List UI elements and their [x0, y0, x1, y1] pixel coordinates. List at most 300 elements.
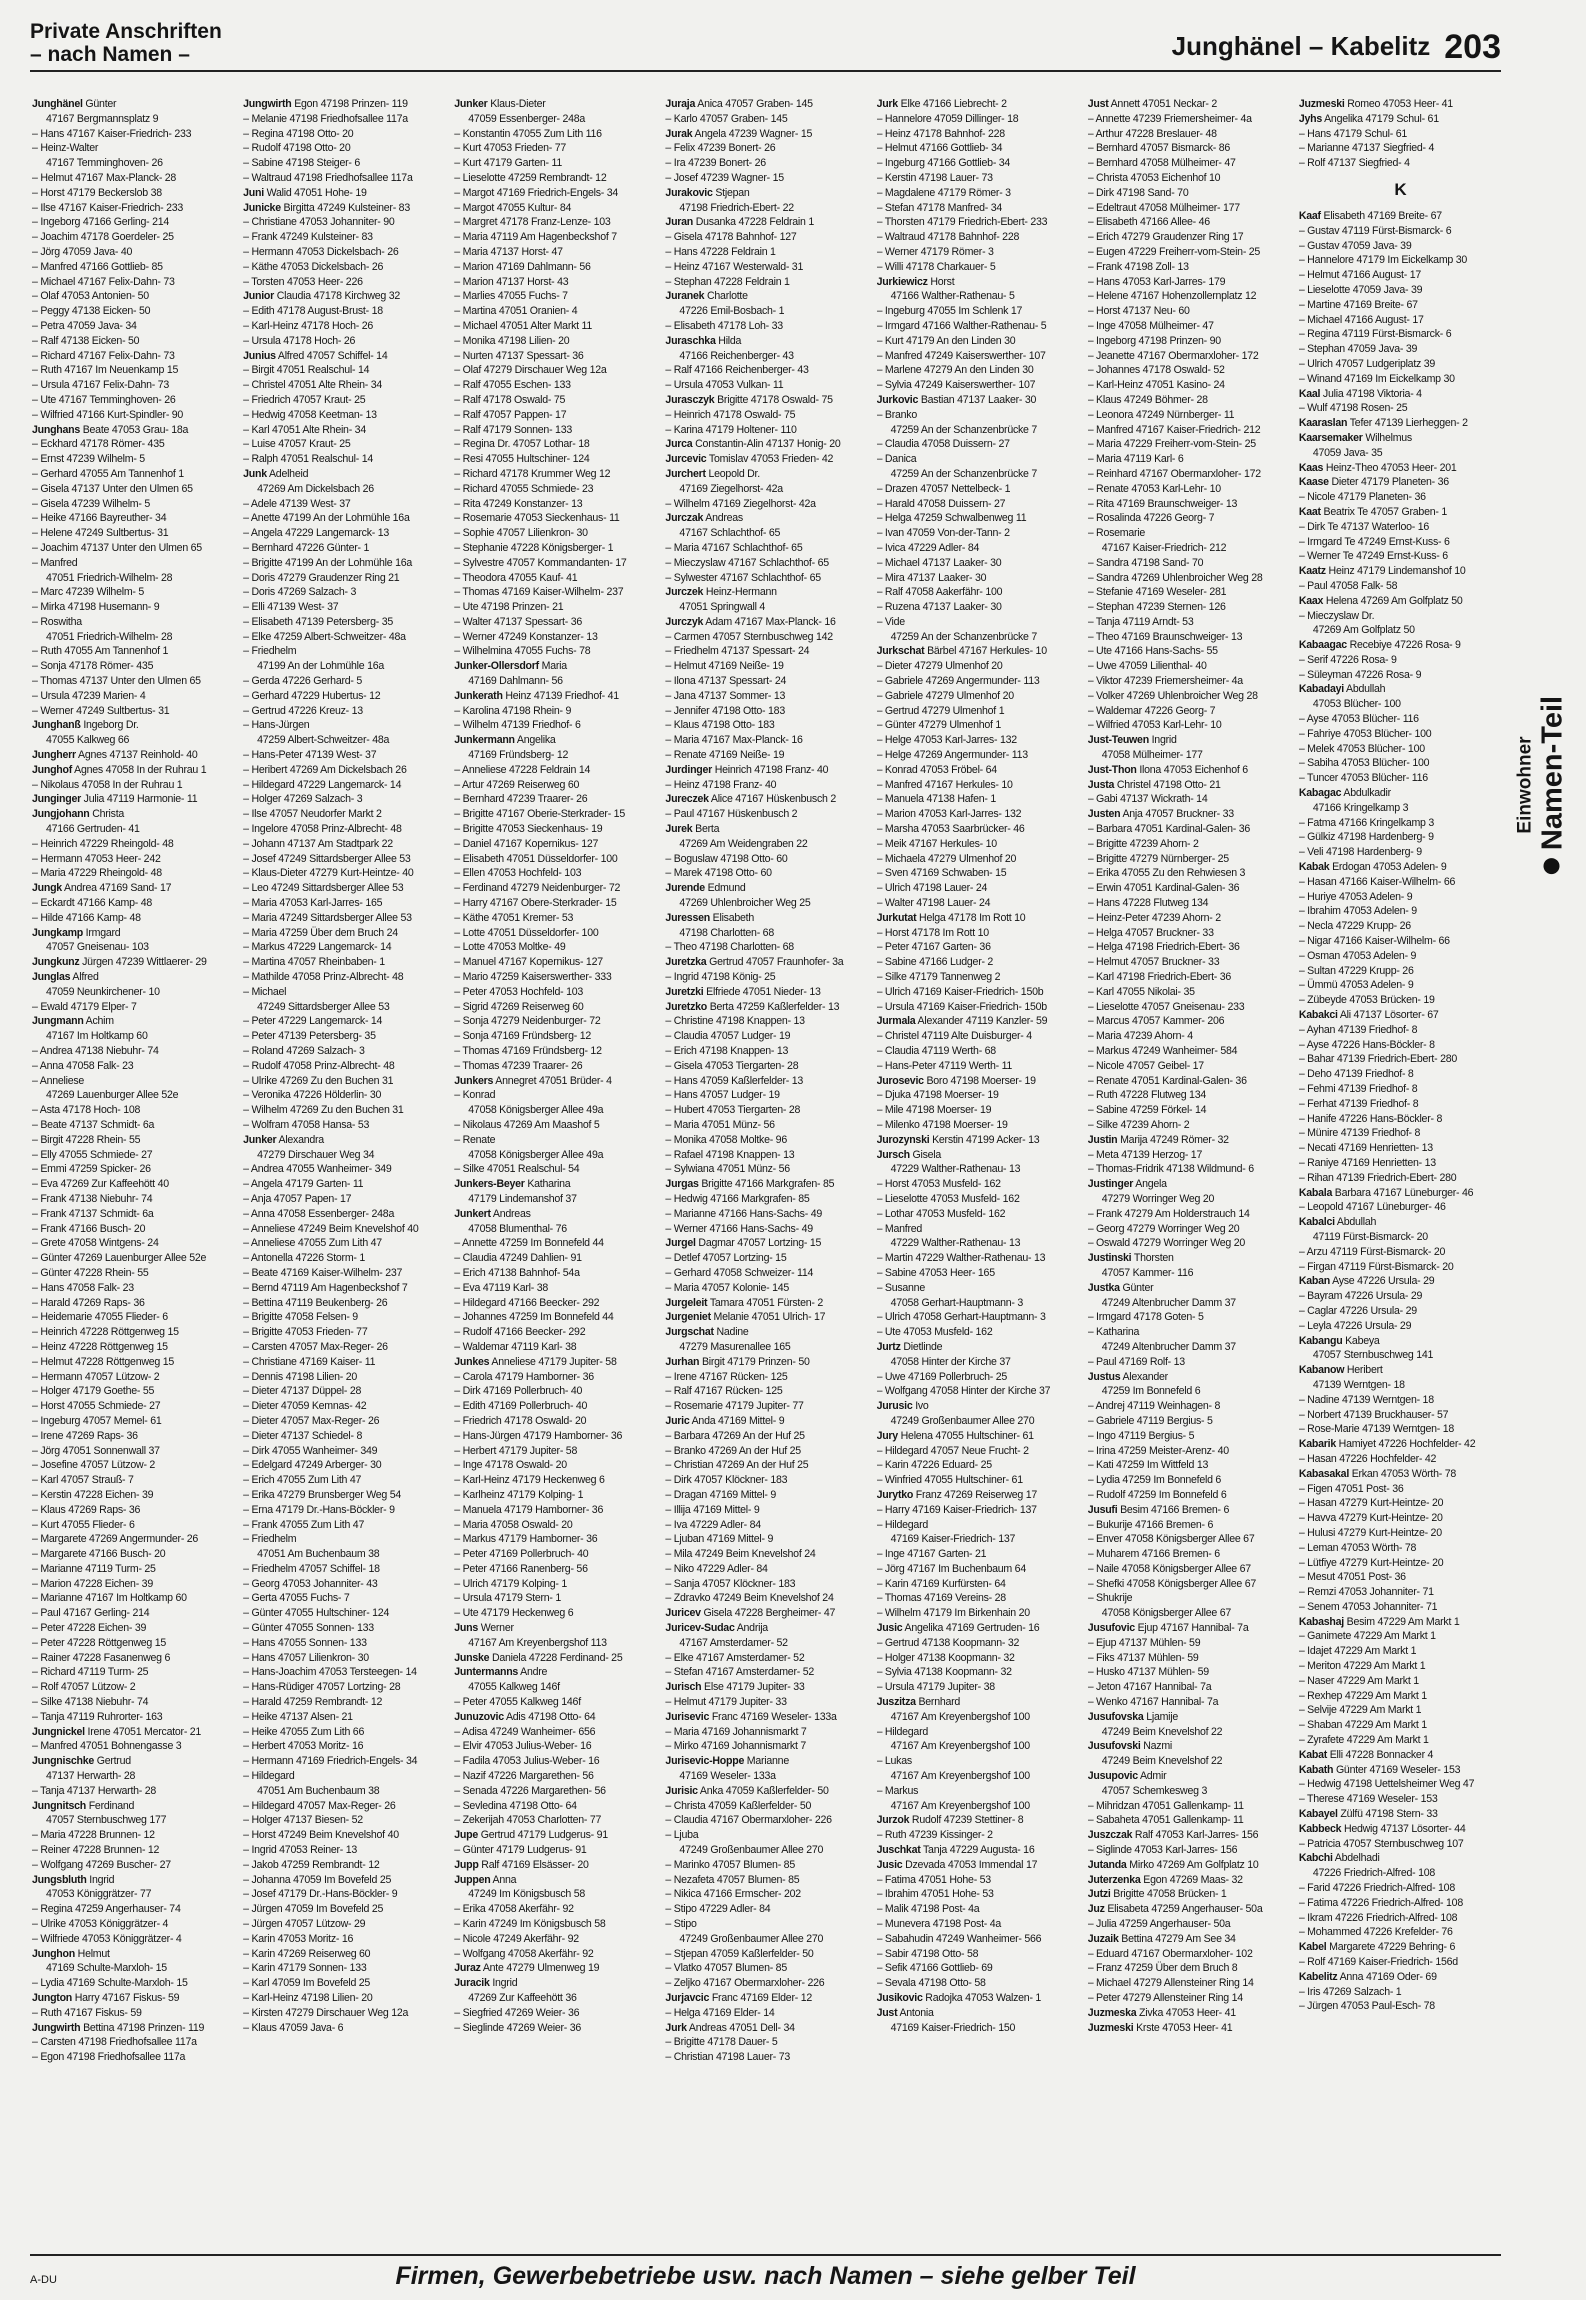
directory-entry: – Dieter 47057 Max-Reger- 26: [243, 1414, 380, 1427]
directory-entry: Juzmeska Zivka 47053 Heer- 41: [1087, 2006, 1236, 2019]
directory-entry: – Niko 47229 Adler- 84: [665, 1562, 768, 1575]
directory-entry: Jungmann Achim: [32, 1015, 114, 1028]
directory-entry: Kabat Elli 47228 Bonnacker 4: [1298, 1748, 1434, 1761]
directory-entry: Justus Alexander: [1087, 1370, 1168, 1383]
directory-entry: – Richard 47119 Turm- 25: [32, 1666, 149, 1679]
directory-entry: – Ralf 47179 Sonnen- 133: [454, 423, 572, 436]
directory-entry: – Edith 47178 August-Brust- 18: [243, 305, 383, 318]
directory-entry: – Peggy 47138 Eicken- 50: [32, 305, 151, 318]
directory-entry: Kabelitz Anna 47169 Oder- 69: [1298, 1970, 1437, 1983]
directory-entry: – Gerhard 47058 Schweizer- 114: [665, 1266, 814, 1279]
directory-entry: – Kati 47259 Im Wittfeld 13: [1087, 1459, 1209, 1472]
directory-entry: – Sieglinde 47269 Weier- 36: [454, 2021, 582, 2034]
directory-entry: Junghanß Ingeborg Dr.: [32, 719, 139, 732]
directory-entry: – Jörg 47167 Im Buchenbaum 64: [876, 1562, 1026, 1575]
directory-entry: – Ruth 47239 Kissinger- 2: [876, 1829, 993, 1842]
directory-entry: – Karin 47269 Reiserweg 60: [243, 1947, 371, 1960]
directory-entry: 47249 Großenbaumer Allee 270: [679, 1932, 824, 1945]
directory-entry: – Eva 47269 Zur Kaffeehött 40: [32, 1178, 169, 1191]
directory-entry: – Nikolaus 47058 In der Ruhrau 1: [32, 778, 183, 791]
directory-entry: – Karin 47226 Eduard- 25: [876, 1459, 992, 1472]
directory-entry: – Karlheinz 47179 Kolping- 1: [454, 1488, 584, 1501]
directory-entry: – Susanne: [876, 1281, 925, 1294]
directory-entry: – Ümmü 47053 Adelen- 9: [1298, 979, 1414, 992]
directory-entry: – Lothar 47053 Musfeld- 162: [876, 1207, 1006, 1220]
directory-entry: Junghans Beate 47053 Grau- 18a: [32, 423, 189, 436]
directory-entry: – Thomas 47169 Kaiser-Wilhelm- 237: [454, 586, 624, 599]
directory-entry: – Friedhelm 47057 Schiffel- 18: [243, 1562, 380, 1575]
directory-entry: – Renate 47051 Kardinal-Galen- 36: [1087, 1074, 1247, 1087]
directory-entry: Jurchert Leopold Dr.: [665, 467, 760, 480]
directory-entry: – Meriton 47229 Am Markt 1: [1298, 1660, 1426, 1673]
directory-entry: Jupe Gertrud 47179 Ludgerus- 91: [454, 1829, 608, 1842]
page-header: [30, 14, 1501, 72]
directory-entry: – Friedrich 47057 Kraut- 25: [243, 393, 366, 406]
directory-entry: 47269 Zur Kaffeehött 36: [468, 1992, 577, 2004]
directory-entry: – Rosalinda 47226 Georg- 7: [1087, 512, 1215, 525]
directory-entry: – Hans 47228 Flutweg 134: [1087, 897, 1209, 910]
directory-entry: – Jakob 47259 Rembrandt- 12: [243, 1858, 380, 1871]
directory-entry: – Daniel 47167 Kopernikus- 127: [454, 837, 599, 850]
directory-entry: – Lieselotte 47059 Java- 39: [1298, 283, 1423, 296]
directory-entry: Juressen Elisabeth: [665, 911, 754, 924]
directory-entry: – Helene 47249 Sultbertus- 31: [32, 527, 169, 540]
directory-entry: Kabalci Abdullah: [1298, 1216, 1377, 1229]
directory-entry: – Helga 47169 Elder- 14: [665, 2006, 775, 2019]
directory-entry: Kaase Dieter 47179 Planeten- 36: [1298, 476, 1449, 489]
directory-entry: 47259 Albert-Schweitzer- 48a: [257, 734, 390, 747]
directory-entry: – Hans-Rüdiger 47057 Lortzing- 28: [243, 1681, 401, 1694]
directory-entry: – Edeltraut 47058 Mülheimer- 177: [1087, 201, 1240, 214]
directory-entry: – Melanie 47198 Friedhofsallee 117a: [243, 112, 408, 125]
directory-entry: – Peter 47167 Garten- 36: [876, 941, 991, 954]
directory-entry: Jungnickel Irene 47051 Mercator- 21: [32, 1725, 202, 1738]
directory-entry: – Maria 47119 Am Hagenbeckshof 7: [454, 231, 617, 244]
directory-entry: – Walter 47198 Lauer- 24: [876, 897, 991, 910]
directory-entry: Jurjavcic Franc 47169 Elder- 12: [665, 1992, 812, 2004]
directory-entry: – Ferdinand 47279 Neidenburger- 72: [454, 882, 621, 895]
directory-entry: Jurkiewicz Horst: [876, 275, 955, 288]
directory-entry: Jusic Dzevada 47053 Immendal 17: [876, 1858, 1038, 1871]
directory-entry: Jupp Ralf 47169 Elsässer- 20: [454, 1858, 589, 1871]
directory-entry: – Andrej 47119 Weinhagen- 8: [1087, 1400, 1221, 1413]
directory-entry: – Klaus 47059 Java- 6: [243, 2021, 344, 2034]
directory-entry: 47051 Friedrich-Wilhelm- 28: [46, 630, 173, 643]
directory-entry: – Wolfgang 47058 Hinter der Kirche 37: [876, 1385, 1051, 1398]
directory-entry: – Karolina 47198 Rhein- 9: [454, 704, 572, 717]
directory-entry: – Peter 47053 Hochfeld- 103: [454, 985, 583, 998]
directory-entry: Kaarsemaker Wilhelmus: [1298, 431, 1412, 444]
directory-entry: – Wilhelm 47269 Zu den Buchen 31: [243, 1104, 404, 1117]
directory-entry: – Malik 47198 Post- 4a: [876, 1903, 980, 1916]
directory-entry: 47167 Am Kreyenbergshof 100: [890, 1770, 1030, 1783]
directory-entry: 47057 Schemkesweg 3: [1101, 1784, 1208, 1797]
directory-entry: Kabanow Heribert: [1298, 1364, 1383, 1377]
directory-entry: – Ejup 47137 Mühlen- 59: [1087, 1636, 1201, 1649]
directory-entry: – Karl 47051 Alte Rhein- 34: [243, 423, 366, 436]
directory-entry: – Bernhard 47057 Bismarck- 86: [1087, 142, 1231, 155]
directory-entry: – Kurt 47179 Garten- 11: [454, 157, 562, 170]
directory-entry: – Manfred 47249 Kaiserswerther- 107: [876, 349, 1046, 362]
directory-entry: – Reinhard 47167 Obermarxloher- 172: [1087, 467, 1261, 480]
directory-entry: – Christa 47059 Kaßlerfelder- 50: [665, 1799, 812, 1812]
directory-entry: – Helmut 47169 Neiße- 19: [665, 660, 784, 673]
directory-entry: – Sonja 47169 Fründsberg- 12: [454, 1030, 591, 1043]
directory-entry: – Kerstin 47198 Lauer- 73: [876, 171, 993, 184]
directory-entry: – Hasan 47279 Kurt-Heintze- 20: [1298, 1497, 1444, 1510]
directory-entry: – Helmut 47166 Gottlieb- 34: [876, 142, 1003, 155]
directory-entry: – Margarete 47269 Angermunder- 26: [32, 1533, 199, 1546]
directory-entry: – Paul 47167 Gerling- 214: [32, 1607, 150, 1620]
directory-entry: Justka Günter: [1087, 1281, 1154, 1294]
directory-entry: – Marianne 47137 Siegfried- 4: [1298, 142, 1435, 155]
directory-entry: – Jennifer 47198 Otto- 183: [665, 704, 785, 717]
directory-entry: – Anneliese 47228 Feldrain 14: [454, 763, 591, 776]
directory-entry: – Josef 47239 Wagner- 15: [665, 171, 784, 184]
directory-entry: – Egon 47198 Friedhofsallee 117a: [32, 2051, 186, 2064]
directory-entry: – Felix 47239 Bonert- 26: [665, 142, 776, 155]
directory-entry: – Heike 47166 Bayreuther- 34: [32, 512, 167, 525]
directory-entry: Jurosevic Boro 47198 Moerser- 19: [876, 1074, 1036, 1087]
directory-entry: – Karl 47057 Strauß- 7: [32, 1474, 134, 1487]
directory-entry: – Serif 47226 Rosa- 9: [1298, 653, 1397, 666]
directory-entry: 47169 Weseler- 133a: [679, 1770, 776, 1783]
directory-entry: Junglas Alfred: [32, 971, 99, 984]
directory-entry: – Uwe 47059 Lilienthal- 40: [1087, 660, 1207, 673]
directory-entry: – Peter 47228 Eichen- 39: [32, 1622, 147, 1635]
directory-entry: – Heinz 47198 Franz- 40: [665, 778, 777, 791]
directory-entry: – Danica: [876, 453, 917, 466]
directory-entry: – Ferhat 47139 Friedhof- 8: [1298, 1097, 1419, 1110]
directory-entry: – Stefan 47167 Amsterdamer- 52: [665, 1666, 814, 1679]
directory-entry: – Erna 47179 Dr.-Hans-Böckler- 9: [243, 1503, 395, 1516]
directory-entry: – Brigitte 47053 Sieckenhaus- 19: [454, 823, 603, 836]
directory-entry: 47058 Hinter der Kirche 37: [890, 1355, 1011, 1368]
directory-entry: – Lotte 47053 Moltke- 49: [454, 941, 566, 954]
directory-entry: – Sabine 47259 Förkel- 14: [1087, 1104, 1207, 1117]
directory-entry: – Kerstin 47228 Eichen- 39: [32, 1488, 154, 1501]
directory-entry: – Wolfgang 47269 Buscher- 27: [32, 1858, 171, 1871]
directory-entry: Kabbeck Hedwig 47137 Lösorter- 44: [1298, 1822, 1466, 1835]
directory-entry: – Boguslaw 47198 Otto- 60: [665, 852, 788, 865]
directory-entry: – Arthur 47228 Breslauer- 48: [1087, 127, 1217, 140]
directory-entry: – Stephan 47059 Java- 39: [1298, 343, 1418, 356]
directory-entry: – Margarete 47166 Busch- 20: [32, 1548, 166, 1561]
directory-entry: – Karin 47169 Kurfürsten- 64: [876, 1577, 1006, 1590]
directory-entry: Jurtz Dietlinde: [876, 1340, 943, 1353]
directory-entry: – Renate 47169 Neiße- 19: [665, 749, 785, 762]
directory-entry: Jusufovski Nazmi: [1087, 1740, 1173, 1753]
directory-entry: – Ruth 47167 Fiskus- 59: [32, 2006, 142, 2019]
directory-entry: Jurczek Heinz-Hermann: [665, 586, 777, 599]
directory-entry: – Ursula 47239 Marien- 4: [32, 689, 146, 702]
directory-entry: – Rudolf 47058 Prinz-Albrecht- 48: [243, 1059, 395, 1072]
directory-entry: Junkes Anneliese 47179 Jupiter- 58: [454, 1355, 617, 1368]
directory-entry: Junginger Julia 47119 Harmonie- 11: [32, 793, 198, 806]
directory-entry: – Frank 47137 Schmidt- 6a: [32, 1207, 154, 1220]
directory-entry: – Elisabeth 47166 Allee- 46: [1087, 216, 1210, 229]
directory-entry: – Rolf 47169 Kaiser-Friedrich- 156d: [1298, 1956, 1458, 1969]
directory-entry: – Irina 47259 Meister-Arenz- 40: [1087, 1444, 1229, 1457]
directory-entry: 47249 Altenbrucher Damm 37: [1101, 1296, 1236, 1309]
directory-entry: – Georg 47279 Worringer Weg 20: [1087, 1222, 1240, 1235]
directory-entry: – Lydia 47169 Schulte-Marxloh- 15: [32, 1977, 188, 1990]
directory-entry: – Ralf 47058 Aakerfähr- 100: [876, 586, 1003, 599]
directory-entry: – Shefki 47058 Königsberger Allee 67: [1087, 1577, 1256, 1590]
directory-entry: Jurczyk Adam 47167 Max-Planck- 16: [665, 615, 836, 628]
directory-entry: Kaaraslan Tefer 47139 Lierheggen- 2: [1298, 417, 1468, 430]
directory-entry: – Havva 47279 Kurt-Heintze- 20: [1298, 1512, 1443, 1525]
directory-column: [665, 97, 868, 2197]
directory-entry: – Helga 47198 Friedrich-Ebert- 36: [1087, 941, 1240, 954]
directory-entry: – Ute 47198 Prinzen- 21: [454, 601, 564, 614]
directory-entry: – Frank 47055 Zum Lith 47: [243, 1518, 365, 1531]
directory-entry: – Peter 47139 Petersberg- 35: [243, 1030, 376, 1043]
directory-entry: – Sabiha 47053 Blücher- 100: [1298, 757, 1430, 770]
directory-entry: – Luise 47057 Kraut- 25: [243, 438, 351, 451]
directory-entry: – Peter 47169 Pollerbruch- 40: [454, 1548, 589, 1561]
directory-entry: Jurhan Birgit 47179 Prinzen- 50: [665, 1355, 810, 1368]
directory-entry: Kabaagac Recebiye 47226 Rosa- 9: [1298, 639, 1461, 652]
directory-entry: – Olaf 47053 Antonien- 50: [32, 290, 149, 303]
directory-entry: – Rexhep 47229 Am Markt 1: [1298, 1689, 1427, 1702]
directory-entry: – Gertrud 47138 Koopmann- 32: [876, 1636, 1020, 1649]
directory-entry: – Iva 47229 Adler- 84: [665, 1518, 761, 1531]
directory-entry: – Roland 47269 Salzach- 3: [243, 1045, 365, 1057]
directory-entry: – Hans-Jürgen: [243, 719, 310, 732]
directory-entry: – Jörg 47059 Java- 40: [32, 245, 133, 258]
directory-entry: – Meik 47167 Herkules- 10: [876, 837, 997, 850]
directory-entry: Junkert Andreas: [454, 1207, 531, 1220]
directory-entry: – Manuela 47138 Hafen- 1: [876, 793, 997, 806]
directory-entry: – Carsten 47198 Friedhofsallee 117a: [32, 2036, 197, 2049]
directory-entry: – Ursula 47179 Stern- 1: [454, 1592, 562, 1605]
directory-entry: – Horst 47137 Neu- 60: [1087, 305, 1190, 318]
directory-entry: – Peter 47166 Ranenberg- 56: [454, 1562, 588, 1575]
directory-entry: – Christa 47053 Eichenhof 10: [1087, 171, 1221, 184]
directory-entry: – Dieter 47137 Düppel- 28: [243, 1385, 362, 1398]
directory-entry: – Sandra 47269 Uhlenbroicher Weg 28: [1087, 571, 1263, 584]
directory-entry: – Firgan 47119 Fürst-Bismarck- 20: [1298, 1260, 1454, 1273]
directory-entry: Kabakci Ali 47137 Lösorter- 67: [1298, 1009, 1439, 1022]
directory-entry: – Josef 47249 Sittardsberger Allee 53: [243, 852, 411, 865]
directory-entry: – Gisela 47239 Wilhelm- 5: [32, 497, 150, 510]
directory-entry: – Irmgard Te 47249 Ernst-Kuss- 6: [1298, 535, 1450, 548]
directory-entry: – Dirk 47055 Wanheimer- 349: [243, 1444, 378, 1457]
directory-entry: – Karl-Heinz 47179 Heckenweg 6: [454, 1474, 605, 1487]
directory-entry: – Martine 47169 Breite- 67: [1298, 298, 1418, 311]
directory-entry: – Renate: [454, 1133, 496, 1146]
directory-entry: – Torsten 47053 Heer- 226: [243, 275, 363, 288]
directory-entry: – Klaus 47198 Otto- 183: [665, 719, 775, 732]
side-tab-line1: Einwohner: [1514, 736, 1536, 834]
directory-entry: – Ursula 47178 Hoch- 26: [243, 334, 356, 347]
directory-entry: – Sandra 47198 Sand- 70: [1087, 556, 1204, 569]
directory-entry: – Günter 47269 Lauenburger Allee 52e: [32, 1252, 207, 1265]
directory-entry: – Gabriele 47269 Angermunder- 113: [876, 675, 1040, 688]
directory-entry: – Herbert 47179 Jupiter- 58: [454, 1444, 578, 1457]
directory-entry: 47249 Beim Knevelshof 22: [1101, 1755, 1223, 1768]
directory-entry: – Elke 47167 Amsterdamer- 52: [665, 1651, 805, 1664]
section-title-line2: – nach Namen –: [30, 43, 190, 66]
directory-entry: 47057 Kammer- 116: [1101, 1266, 1194, 1279]
directory-entry: – Hans 47057 Lilienkron- 30: [243, 1651, 369, 1664]
directory-entry: – Helge 47269 Angermunder- 113: [876, 749, 1028, 762]
directory-entry: Jurgel Dagmar 47057 Lortzing- 15: [665, 1237, 822, 1250]
directory-entry: – Manfred: [32, 556, 78, 569]
directory-entry: – Magdalene 47179 Römer- 3: [876, 186, 1011, 199]
directory-entry: Kabadayi Abdullah: [1298, 683, 1386, 696]
directory-entry: – Viktor 47239 Friemersheimer- 4a: [1087, 675, 1243, 688]
directory-entry: – Sonja 47279 Neidenburger- 72: [454, 1015, 601, 1028]
directory-entry: – Ruzena 47137 Laaker- 30: [876, 601, 1002, 614]
directory-entry: – Necati 47169 Henrietten- 13: [1298, 1142, 1433, 1155]
bullet-dot-icon: [1544, 858, 1560, 874]
directory-entry: – Frank 47279 Am Holderstrauch 14: [1087, 1207, 1250, 1220]
directory-entry: – Emmi 47259 Spicker- 26: [32, 1163, 151, 1176]
section-side-tab: [1504, 620, 1580, 950]
directory-entry: – Gerda 47226 Gerhard- 5: [243, 675, 362, 688]
directory-entry: – Tanja 47119 Ruhrorter- 163: [32, 1710, 163, 1723]
directory-entry: 47259 An der Schanzenbrücke 7: [890, 630, 1038, 643]
directory-entry: – Thomas-Fridrik 47138 Wildmund- 6: [1087, 1163, 1254, 1176]
directory-entry: – Christine 47198 Knappen- 13: [665, 1015, 805, 1028]
directory-entry: – Leyla 47226 Ursula- 29: [1298, 1319, 1412, 1332]
directory-entry: – Birgit 47051 Realschul- 14: [243, 364, 370, 377]
directory-entry: – Hannelore 47059 Dillinger- 18: [876, 112, 1019, 125]
directory-entry: – Holger 47269 Salzach- 3: [243, 793, 363, 806]
directory-entry: Jusufi Besim 47166 Bremen- 6: [1087, 1503, 1230, 1516]
directory-entry: – Werner 47166 Hans-Sachs- 49: [665, 1222, 813, 1235]
directory-entry: 47279 Dirschauer Weg 34: [257, 1148, 375, 1161]
directory-entry: – Jeanette 47167 Obermarxloher- 172: [1087, 349, 1259, 362]
directory-entry: – Rudolf 47259 Im Bonnefeld 6: [1087, 1488, 1227, 1501]
directory-entry: Kabagac Abdulkadir: [1298, 787, 1391, 800]
directory-entry: 47167 Im Holtkamp 60: [46, 1030, 148, 1043]
directory-entry: – Maria 47053 Karl-Jarres- 165: [243, 897, 383, 910]
directory-entry: – Annette 47239 Friemersheimer- 4a: [1087, 112, 1252, 125]
directory-entry: Kabashaj Besim 47229 Am Markt 1: [1298, 1615, 1460, 1628]
directory-entry: – Elly 47055 Schmiede- 27: [32, 1148, 153, 1161]
directory-entry: – Silke 47179 Tannenweg 2: [876, 971, 1001, 984]
directory-entry: – Michael 47166 August- 17: [1298, 313, 1424, 326]
directory-entry: – Brigitte 47279 Nürnberger- 25: [1087, 852, 1229, 865]
directory-entry: – Günter 47179 Ludgerus- 91: [454, 1844, 587, 1857]
directory-entry: Jurca Constantin-Alin 47137 Honig- 20: [665, 438, 841, 451]
directory-entry: – Lieselotte 47053 Musfeld- 162: [876, 1192, 1020, 1205]
directory-entry: Kaax Helena 47269 Am Golfplatz 50: [1298, 594, 1463, 607]
directory-entry: – Eckardt 47166 Kamp- 48: [32, 897, 153, 910]
directory-entry: – Sabaheta 47051 Gallenkamp- 11: [1087, 1814, 1244, 1827]
directory-entry: Juran Dusanka 47228 Feldrain 1: [665, 216, 814, 229]
directory-entry: – Doris 47279 Graudenzer Ring 21: [243, 571, 400, 584]
directory-entry: – Michael: [243, 985, 287, 998]
directory-entry: – Ilona 47137 Spessart- 24: [665, 675, 787, 688]
directory-entry: – Claudia 47249 Dahlien- 91: [454, 1252, 582, 1265]
directory-entry: – Resi 47055 Hultschiner- 124: [454, 453, 590, 466]
directory-entry: – Martina 47057 Rheinbaben- 1: [243, 956, 385, 969]
directory-entry: – Maria 47169 Johannismarkt 7: [665, 1725, 807, 1738]
directory-entry: – Christian 47198 Lauer- 73: [665, 2051, 791, 2064]
directory-entry: – Horst 47249 Beim Knevelshof 40: [243, 1829, 399, 1842]
directory-entry: – Harry 47169 Kaiser-Friedrich- 137: [876, 1503, 1037, 1516]
directory-entry: – Karl 47198 Friedrich-Ebert- 36: [1087, 971, 1232, 984]
directory-entry: – Heribert 47269 Am Dickelsbach 26: [243, 763, 407, 776]
directory-entry: – Mesut 47051 Post- 36: [1298, 1571, 1406, 1584]
directory-entry: Justin Marija 47249 Römer- 32: [1087, 1133, 1229, 1146]
directory-entry: – Lukas: [876, 1755, 912, 1768]
directory-entry: – Zeljko 47167 Obermarxloher- 226: [665, 1977, 825, 1990]
directory-entry: Just-Teuwen Ingrid: [1087, 734, 1177, 747]
directory-entry: – Jürgen 47053 Paul-Esch- 78: [1298, 2000, 1435, 2013]
directory-entry: – Ruth 47167 Im Neuenkamp 15: [32, 364, 179, 377]
directory-entry: – Huriye 47053 Adelen- 9: [1298, 890, 1413, 903]
directory-entry: 47139 Werntgen- 18: [1312, 1378, 1405, 1391]
directory-entry: – Elke 47259 Albert-Schweitzer- 48a: [243, 630, 406, 643]
directory-entry: – Werner Te 47249 Ernst-Kuss- 6: [1298, 550, 1448, 563]
directory-entry: – Wolfgang 47058 Akerfähr- 92: [454, 1947, 594, 1960]
directory-entry: Jutzi Brigitte 47058 Brücken- 1: [1087, 1888, 1227, 1901]
directory-entry: – Erich 47138 Bahnhof- 54a: [454, 1266, 580, 1279]
directory-entry: Juricev-Sudac Andrija: [665, 1622, 768, 1635]
directory-entry: – Hans-Joachim 47053 Tersteegen- 14: [243, 1666, 417, 1679]
directory-entry: – Marianne 47119 Turm- 25: [32, 1562, 156, 1575]
directory-entry: – Veronika 47226 Hölderlin- 30: [243, 1089, 382, 1102]
directory-entry: – Thomas 47169 Vereins- 28: [876, 1592, 1006, 1605]
directory-entry: – Günter 47228 Rhein- 55: [32, 1266, 149, 1279]
directory-entry: 47169 Fründsberg- 12: [468, 749, 569, 762]
directory-entry: – Rihan 47139 Friedrich-Ebert- 280: [1298, 1171, 1457, 1184]
directory-entry: – Jürgen 47059 Im Bovefeld 25: [243, 1903, 384, 1916]
directory-entry: Juracik Ingrid: [454, 1977, 518, 1990]
directory-entry: – Georg 47053 Johanniter- 43: [243, 1577, 378, 1590]
directory-entry: – Mira 47137 Laaker- 30: [876, 571, 987, 584]
directory-entry: Jungsbluth Ingrid: [32, 1873, 115, 1886]
directory-entry: – Dieter 47059 Kemnas- 42: [243, 1400, 367, 1413]
directory-entry: Jurgeleit Tamara 47051 Fürsten- 2: [665, 1296, 824, 1309]
directory-entry: – Tanja 47137 Herwarth- 28: [32, 1784, 157, 1797]
directory-entry: – Farid 47226 Friedrich-Alfred- 108: [1298, 1882, 1455, 1895]
directory-entry: – Ralf 47055 Eschen- 133: [454, 379, 571, 392]
directory-entry: – Kurt 47055 Flieder- 6: [32, 1518, 135, 1531]
directory-entry: Juretzka Gertrud 47057 Fraunhofer- 3a: [665, 956, 844, 969]
directory-entry: – Rainer 47228 Fasanenweg 6: [32, 1651, 171, 1664]
directory-entry: – Beate 47169 Kaiser-Wilhelm- 237: [243, 1266, 403, 1279]
directory-entry: – Karl-Heinz 47051 Kasino- 24: [1087, 379, 1225, 392]
directory-entry: Just Annett 47051 Neckar- 2: [1087, 98, 1217, 110]
directory-entry: – Bettina 47119 Beukenberg- 26: [243, 1296, 388, 1309]
directory-entry: – Wilhelm 47169 Ziegelhorst- 42a: [665, 497, 816, 510]
directory-entry: – Erich 47055 Zum Lith 47: [243, 1474, 362, 1487]
directory-entry: – Sabine 47166 Ludger- 2: [876, 956, 994, 969]
directory-entry: – Margot 47055 Kultur- 84: [454, 201, 572, 214]
directory-entry: – Waldemar 47226 Georg- 7: [1087, 704, 1216, 717]
directory-entry: – Hildegard 47057 Max-Reger- 26: [243, 1799, 396, 1812]
directory-entry: 47259 An der Schanzenbrücke 7: [890, 423, 1038, 436]
side-tab-line2: [1537, 696, 1570, 874]
directory-entry: – Johannes 47178 Oswald- 52: [1087, 364, 1225, 377]
directory-entry: – Bernhard 47058 Mülheimer- 47: [1087, 157, 1236, 170]
directory-entry: Jungherr Agnes 47137 Reinhold- 40: [32, 749, 198, 762]
directory-column: [1088, 97, 1291, 2197]
directory-entry: 47249 Altenbrucher Damm 37: [1101, 1340, 1236, 1353]
directory-entry: – Leo 47249 Sittardsberger Allee 53: [243, 882, 404, 895]
directory-entry: – Rolf 47057 Lützow- 2: [32, 1681, 136, 1694]
directory-entry: 47269 Uhlenbroicher Weg 25: [679, 897, 811, 910]
directory-entry: – Ute 47166 Hans-Sachs- 55: [1087, 645, 1218, 658]
directory-entry: 47179 Lindemanshof 37: [468, 1192, 577, 1205]
directory-entry: 47269 Am Golfplatz 50: [1312, 624, 1415, 637]
